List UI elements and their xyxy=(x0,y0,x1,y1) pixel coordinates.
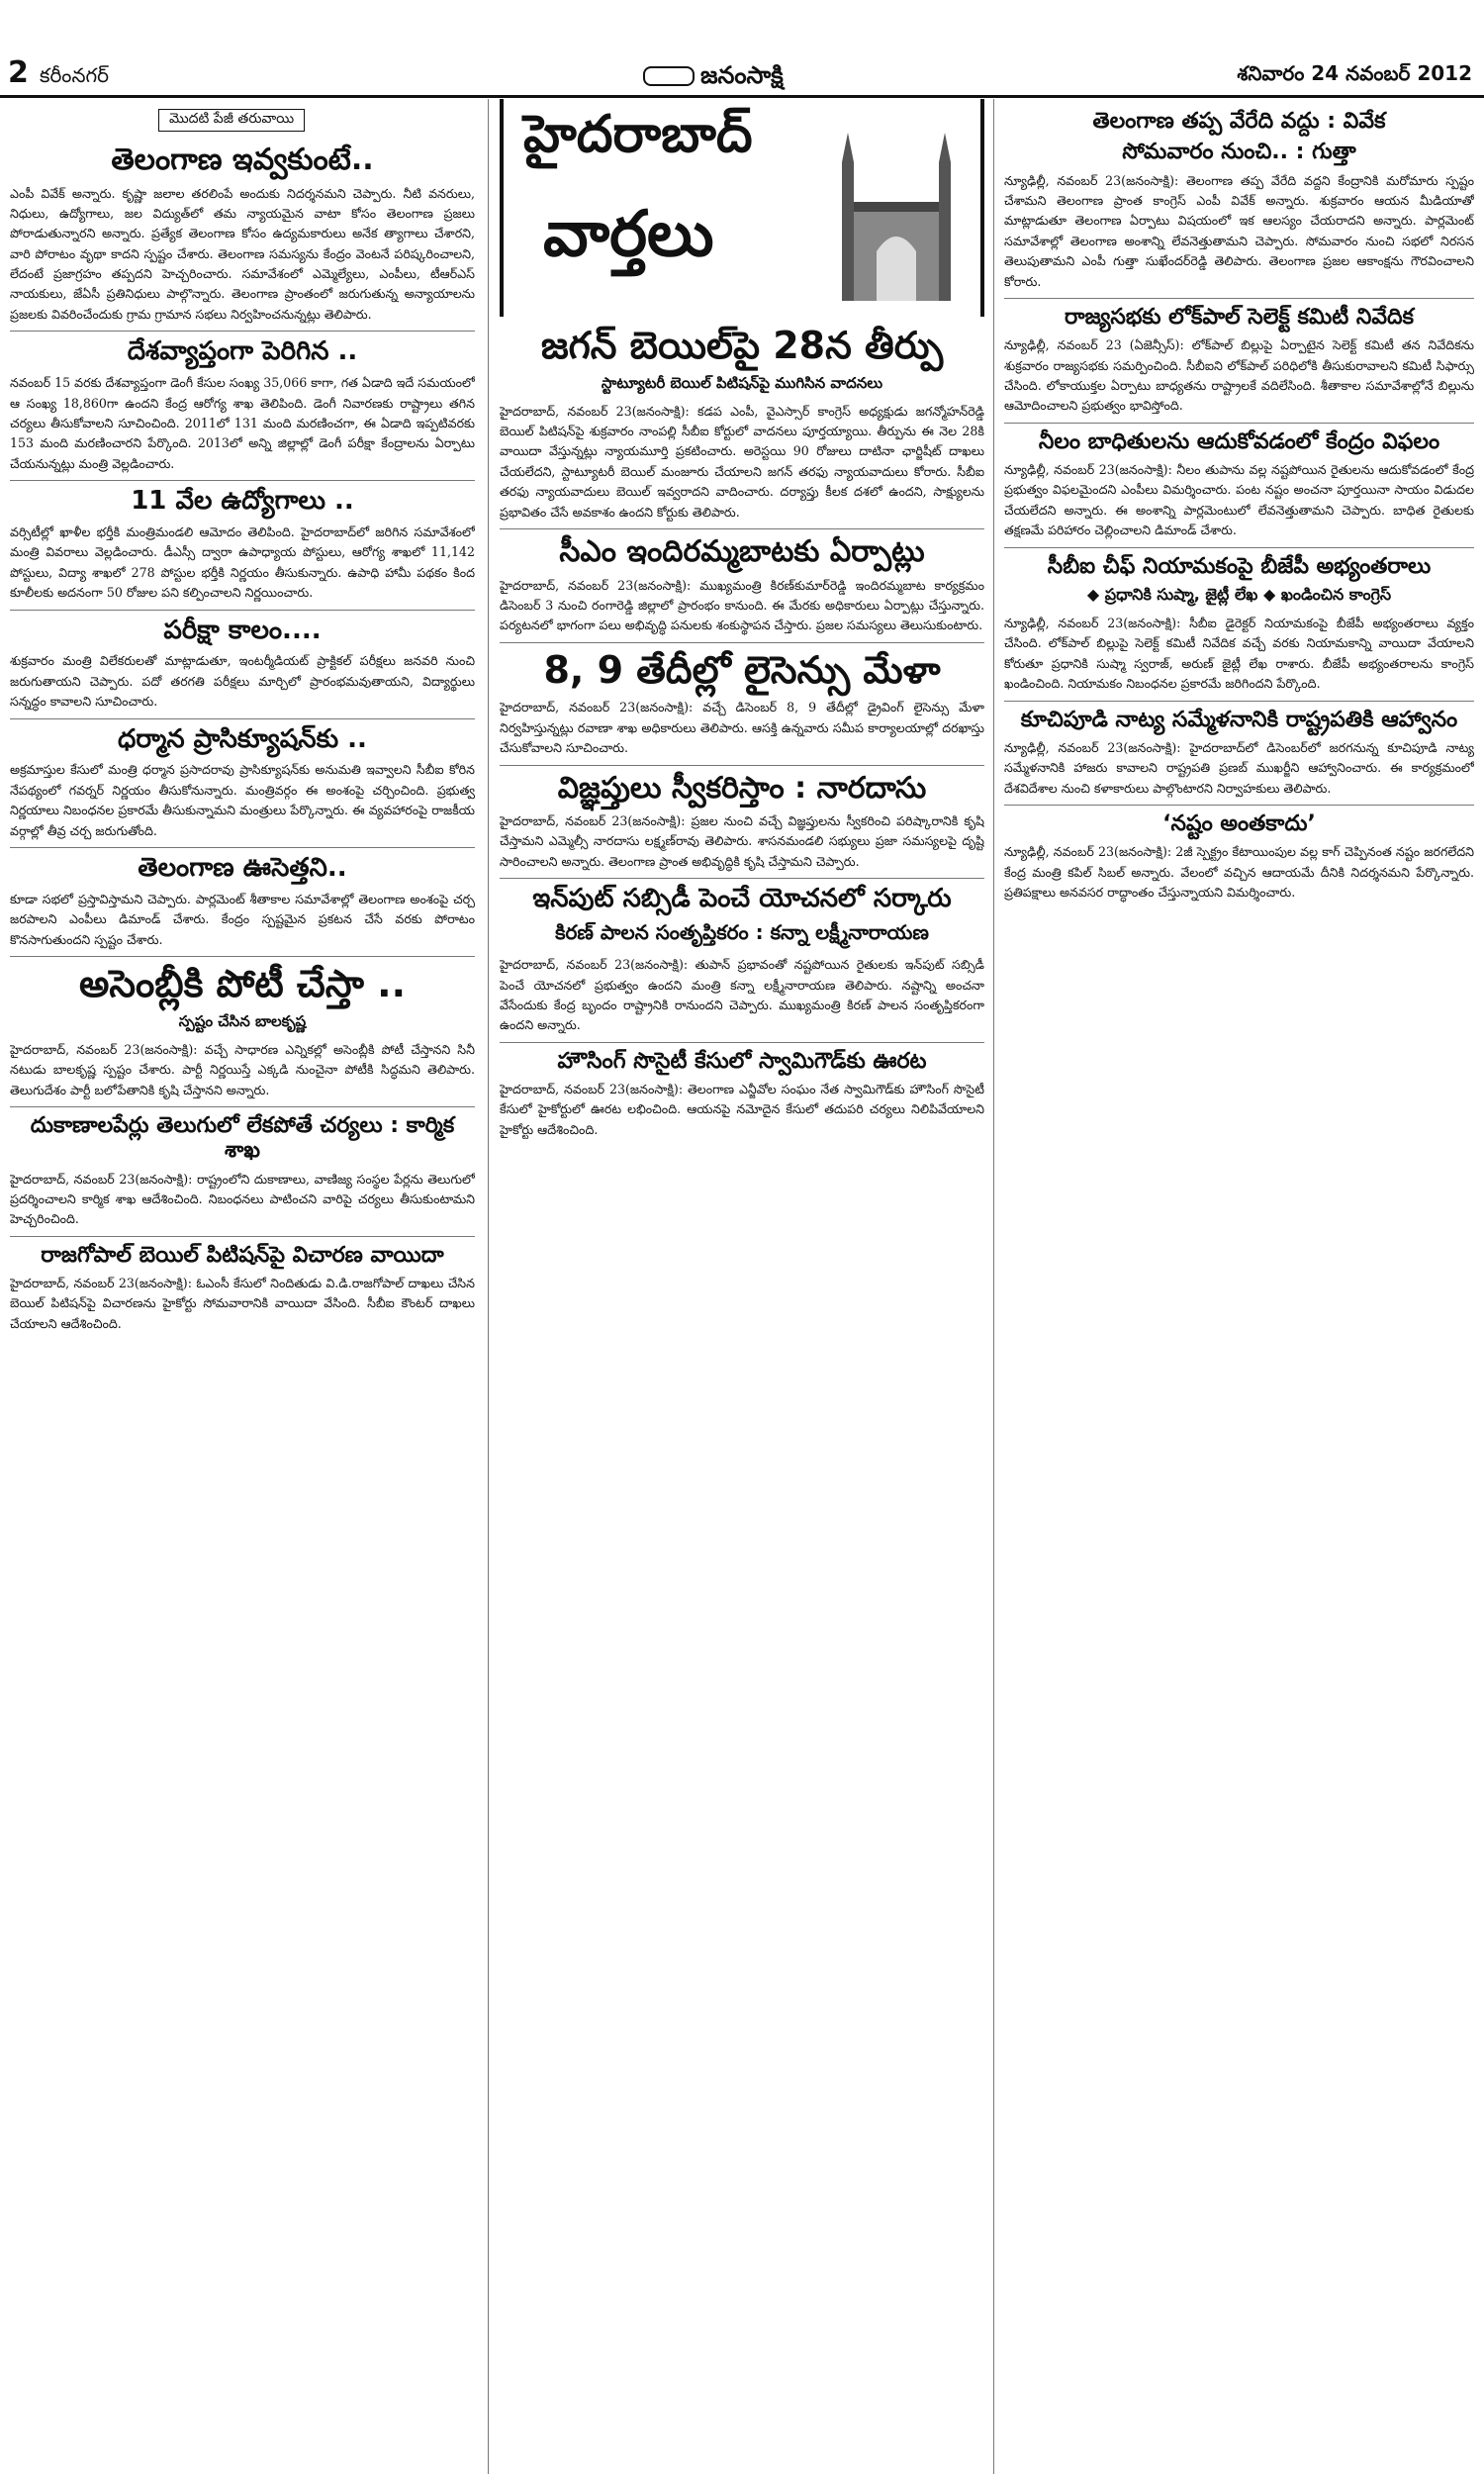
hyderabad-news-banner xyxy=(500,99,984,317)
article-headline: 8, 9 తేదీల్లో లైసెన్సు మేళా xyxy=(543,647,941,692)
article-body: న్యూఢిల్లీ, నవంబర్ 23(జనంసాక్షి): నీలం తుపాను వల్ల నష్టపోయిన రైతులను ఆదుకోవడంలో కేంద్ర ప్రభుత్వం విఫలమైందని ఎంపీలు విమర్శించారు. పంట నష్టం అంచనా పూర్తయినా సాయం విడుదల చేయలేదని అన్నారు. ఈ అంశాన్ని పార్లమెంటులో లేవనెత్తుతామని చెప్పారు. బాధిత రైతులకు తక్షణమే పరిహారం చెల్లించాలని డిమాండ్ చేశారు. xyxy=(1004,462,1474,538)
article-body: శుక్రవారం మంత్రి విలేకరులతో మాట్లాడుతూ, ఇంటర్మీడియట్ ప్రాక్టికల్ పరీక్షలు జనవరి నుంచి జరుగుతాయని చెప్పారు. పదో తరగతి పరీక్షలు మార్చిలో ప్రారంభమవుతాయని, విద్యార్థులు సన్నద్ధం కావాలని సూచించారు. xyxy=(10,653,475,710)
article-body: హైదరాబాద్, నవంబర్ 23(జనంసాక్షి): ముఖ్యమంత్రి కిరణ్‌కుమార్‌రెడ్డి ఇందిరమ్మబాట కార్యక్రమం డిసెంబర్ 3 నుంచి రంగారెడ్డి జిల్లాలో ప్రారంభం కానుంది. ఈ మేరకు అధికారులు ఏర్పాట్లు చేస్తున్నారు. పర్యటనలో భాగంగా పలు అభివృద్ధి పనులకు శంకుస్థాపన చేస్తారు. ప్రజల సమస్యలు తెలుసుకుంటారు. xyxy=(500,577,984,633)
article-headline: దుకాణాలపేర్లు తెలుగులో లేకపోతే చర్యలు : కార్మిక శాఖ xyxy=(30,1112,455,1164)
article-body: న్యూఢిల్లీ, నవంబర్ 23(జనంసాక్షి): 2జీ స్పెక్ట్రం కేటాయింపుల వల్ల కాగ్ చెప్పినంత నష్టం జరగలేదని కేంద్ర మంత్రి కపిల్ సిబల్ అన్నారు. వేలంలో వచ్చిన ఆదాయమే దీనికి నిదర్శనమని పేర్కొన్నారు. ప్రతిపక్షాలు అనవసర రాద్ధాంతం చేస్తున్నాయని విమర్శించారు. xyxy=(1004,844,1474,901)
divider xyxy=(10,480,475,481)
charminar-image xyxy=(832,123,961,301)
divider xyxy=(10,331,475,332)
article-headline: ధర్మాన ప్రాసిక్యూషన్‌కు .. xyxy=(118,723,367,754)
article-body: హైదరాబాద్, నవంబర్ 23(జనంసాక్షి): ప్రజల నుంచి వచ్చే విజ్ఞప్తులను స్వీకరించి పరిష్కారానికి కృషి చేస్తామని ఎమ్మెల్సీ నారదాసు లక్ష్మణ్‌రావు తెలిపారు. శాసనమండలి సభ్యులు ప్రజా సమస్యలపై దృష్టి సారించాలని అన్నారు. తెలంగాణ ప్రాంత అభివృద్ధికి కృషి చేస్తామని చెప్పారు. xyxy=(500,813,984,869)
article-headline: విజ్ఞప్తులు స్వీకరిస్తాం : నారదాసు xyxy=(557,770,927,806)
paper-logo xyxy=(643,61,784,95)
divider xyxy=(10,847,475,848)
article-headline: జగన్ బెయిల్‌పై 28న తీర్పు xyxy=(540,324,944,367)
divider xyxy=(1004,805,1474,806)
article-body: నవంబర్ 15 వరకు దేశవ్యాప్తంగా డెంగీ కేసుల సంఖ్య 35,066 కాగా, గత ఏడాది ఇదే సమయంలో ఆ సంఖ్య 18,860గా ఉందని కేంద్ర ఆరోగ్య శాఖ తెలిపింది. డెంగీ నివారణకు రాష్ట్రాలు తగిన చర్యలు తీసుకోవాలని సూచించింది. 2011లో 131 మంది మరణించగా, ఈ ఏడాది ఇప్పటివరకు 153 మంది మరణించారని పేర్కొంది. 2013లో అన్ని జిల్లాల్లో డెంగీ పరీక్షా కేంద్రాలను ఏర్పాటు చేయనున్నట్లు మంత్రి వెల్లడించారు. xyxy=(10,375,475,471)
banner-title: హైదరాబాద్ xyxy=(523,105,753,164)
article-headline: ‘నష్టం అంతకాదు’ xyxy=(1162,810,1316,836)
divider xyxy=(1004,547,1474,548)
divider xyxy=(10,1106,475,1107)
article-body: హైదరాబాద్, నవంబర్ 23(జనంసాక్షి): తెలంగాణ ఎన్జీవోల సంఘం నేత స్వామిగౌడ్‌కు హౌసింగ్ సొసైటీ కేసులో హైకోర్టులో ఊరట లభించింది. ఆయనపై నమోదైన కేసులో తదుపరి చర్యలు నిలిపివేయాలని హైకోర్టు ఆదేశించింది. xyxy=(500,1081,984,1137)
article-subheadline: కిరణ్ పాలన సంతృప్తికరం : కన్నా లక్ష్మీనారాయణ xyxy=(555,920,929,945)
article-headline: రాజ్యసభకు లోక్‌పాల్ సెలెక్ట్ కమిటీ నివేదిక xyxy=(1065,304,1414,330)
divider xyxy=(500,765,984,766)
article-body: వర్సిటీల్లో ఖాళీల భర్తీకి మంత్రిమండలి ఆమోదం తెలిపింది. హైదరాబాద్‌లో జరిగిన సమావేశంలో మంత్రి వివరాలు వెల్లడించారు. డీఎస్సీ ద్వారా ఉపాధ్యాయ పోస్టులు, ఆరోగ్య శాఖలో 11,142 పోస్టులు, విద్యా శాఖలో 278 పోస్టుల భర్తీకి నిర్ణయం తీసుకున్నారు. ఉపాధి హామీ పథకం కింద కూలీలకు అదనంగా 50 రోజుల పని కల్పించాలని నిర్ణయించారు. xyxy=(10,523,475,601)
continuation-tag: మొదటి పేజీ తరువాయి xyxy=(158,109,305,132)
paper-name: జనంసాక్షి xyxy=(700,61,784,89)
masthead xyxy=(0,0,1484,98)
logo-icon xyxy=(643,66,695,86)
divider xyxy=(1004,423,1474,424)
dateline: శనివారం 24 నవంబర్ 2012 xyxy=(1237,61,1472,85)
article-body: హైదరాబాద్, నవంబర్ 23(జనంసాక్షి): రాష్ట్రంలోని దుకాణాలు, వాణిజ్య సంస్థల పేర్లను తెలుగులో ప్రదర్శించాలని కార్మిక శాఖ ఆదేశించింది. నిబంధనలు పాటించని వారిపై చర్యలు తీసుకుంటామని హెచ్చరించింది. xyxy=(10,1171,475,1227)
column-divider xyxy=(488,99,489,2474)
article-body: హైదరాబాద్, నవంబర్ 23(జనంసాక్షి): వచ్చే సాధారణ ఎన్నికల్లో అసెంబ్లీకి పోటీ చేస్తానని సినీ నటుడు బాలకృష్ణ స్పష్టం చేశారు. పార్టీ నిర్ణయిస్తే ఎక్కడి నుంచైనా పోటీకి సిద్ధమని తెలిపారు. తెలుగుదేశం పార్టీ బలోపేతానికి కృషి చేస్తానని అన్నారు. xyxy=(10,1041,475,1097)
left-column xyxy=(10,99,475,2474)
article-body: న్యూఢిల్లీ, నవంబర్ 23 (ఏజెన్సీస్): లోక్‌పాల్ బిల్లుపై ఏర్పాటైన సెలెక్ట్ కమిటీ తన నివేదికను శుక్రవారం రాజ్యసభకు సమర్పించింది. సీబీఐని లోక్‌పాల్ పరిధిలోకి తీసుకురావాలని కమిటీ సిఫార్సు చేసింది. లోకాయుక్తల ఏర్పాటు బాధ్యతను రాష్ట్రాలకే వదిలేసింది. శీతాకాల సమావేశాల్లోనే బిల్లును ఆమోదించాలని ప్రభుత్వం భావిస్తోంది. xyxy=(1004,337,1474,414)
article-body: కూడా సభలో ప్రస్తావిస్తామని చెప్పారు. పార్లమెంట్ శీతాకాల సమావేశాల్లో తెలంగాణ అంశంపై చర్చ జరపాలని ఎంపీలు డిమాండ్ చేశారు. కేంద్రం స్పష్టమైన ప్రకటన చేసే వరకు పోరాటం కొనసాగుతుందని స్పష్టం చేశారు. xyxy=(10,891,475,947)
article-headline: తెలంగాణ ఊసెత్తని.. xyxy=(138,853,347,884)
article-headline: సీఎం ఇందిరమ్మబాటకు ఏర్పాట్లు xyxy=(559,534,925,570)
article-headline: నీలం బాధితులను ఆదుకోవడంలో కేంద్రం విఫలం xyxy=(1038,428,1440,454)
article-headline: సీబీఐ చీఫ్ నియామకంపై బీజేపీ అభ్యంతరాలు xyxy=(1047,553,1432,579)
article-body: న్యూఢిల్లీ, నవంబర్ 23(జనంసాక్షి): హైదరాబాద్‌లో డిసెంబర్‌లో జరగనున్న కూచిపూడి నాట్య సమ్మేళనానికి హాజరు కావాలని రాష్ట్రపతి ప్రణబ్ ముఖర్జీని ఆహ్వానించారు. ఈ కార్యక్రమంలో దేశవిదేశాల నుంచి కళాకారులు పాల్గొంటారని నిర్వాహకులు తెలిపారు. xyxy=(1004,739,1474,796)
divider xyxy=(500,878,984,879)
article-headline: రాజగోపాల్ బెయిల్ పిటిషన్‌పై విచారణ వాయిదా xyxy=(41,1242,444,1268)
article-headline: తెలంగాణ తప్ప వేరేది వద్దు : వివేక xyxy=(1092,109,1386,134)
article-body: హైదరాబాద్, నవంబర్ 23(జనంసాక్షి): తుపాన్ ప్రభావంతో నష్టపోయిన రైతులకు ఇన్‌పుట్ సబ్సిడీ పెంచే యోచనలో ప్రభుత్వం ఉందని మంత్రి కన్నా లక్ష్మీనారాయణ తెలిపారు. నష్టాన్ని అంచనా వేసేందుకు కేంద్ర బృందం రాష్ట్రానికి రానుందని చెప్పారు. ముఖ్యమంత్రి కిరణ్ పాలన సంతృప్తికరంగా ఉందని అన్నారు. xyxy=(500,957,984,1033)
right-column xyxy=(1004,99,1474,2474)
edition-name: కరీంనగర్ xyxy=(40,63,109,87)
divider xyxy=(10,610,475,611)
article-headline: ఇన్‌పుట్ సబ్సిడీ పెంచే యోచనలో సర్కారు xyxy=(532,884,952,914)
article-body: హైదరాబాద్, నవంబర్ 23(జనంసాక్షి): వచ్చే డిసెంబర్ 8, 9 తేదీల్లో డ్రైవింగ్ లైసెన్సు మేళా నిర్వహిస్తున్నట్లు రవాణా శాఖ అధికారులు తెలిపారు. ఆసక్తి ఉన్నవారు సమీప కార్యాలయాల్లో దరఖాస్తు చేసుకోవాలని సూచించారు. xyxy=(500,700,984,756)
column-divider xyxy=(993,99,994,2474)
divider xyxy=(10,956,475,957)
divider xyxy=(500,1042,984,1043)
divider xyxy=(10,718,475,719)
article-headline: పరీక్షా కాలం.... xyxy=(163,615,322,645)
article-headline: కూచిపూడి నాట్య సమ్మేళనానికి రాష్ట్రపతికి ఆహ్వానం xyxy=(1020,707,1458,732)
article-headline: తెలంగాణ ఇవ్వకుంటే.. xyxy=(111,143,374,177)
article-body: హైదరాబాద్, నవంబర్ 23(జనంసాక్షి): కడప ఎంపీ, వైఎస్సార్ కాంగ్రెస్ అధ్యక్షుడు జగన్మోహన్‌రెడ్డి బెయిల్ పిటిషన్‌పై శుక్రవారం నాంపల్లి సీబీఐ కోర్టులో వాదనలు పూర్తయ్యాయి. తీర్పును ఈ నెల 28కి వాయిదా వేస్తున్నట్లు న్యాయమూర్తి ప్రకటించారు. అరెస్టయి 90 రోజులు దాటినా ఛార్జిషీట్ దాఖలు చేయలేదని, స్టాట్యూటరీ బెయిల్ మంజూరు చేయాలని జగన్ తరఫు న్యాయవాదులు కోరారు. సీబీఐ తరఫు న్యాయవాదులు బెయిల్ ఇవ్వరాదని వాదించారు. దర్యాప్తు కీలక దశలో ఉందని, సాక్ష్యులను ప్రభావితం చేసే అవకాశం ఉందని కోర్టుకు తెలిపారు. xyxy=(500,403,984,520)
divider xyxy=(10,1236,475,1237)
article-bullets: ◆ ప్రధానికి సుష్మా, జైట్లీ లేఖ ◆ ఖండించిన కాంగ్రెస్ xyxy=(1086,584,1392,604)
divider xyxy=(1004,298,1474,299)
article-subheadline: సోమవారం నుంచి.. : గుత్తా xyxy=(1122,140,1356,165)
page-number: 2 xyxy=(8,55,29,90)
article-headline: 11 వేల ఉద్యోగాలు .. xyxy=(131,486,354,517)
article-body: ఎంపీ వివేక్ అన్నారు. కృష్ణా జలాల తరలింపే అందుకు నిదర్శనమని చెప్పారు. నీటి వనరులు, నిధులు, ఉద్యోగాలు, జల విద్యుత్‌లో తమ న్యాయమైన వాటా కోసం తెలంగాణ ప్రజలు పోరాడుతున్నారని అన్నారు. ప్రత్యేక తెలంగాణ కోసం ఉద్యమకారులు అనేక త్యాగాలు చేశారని, వారి పోరాటం వృథా కాదని స్పష్టం చేశారు. తెలంగాణ సమస్యను కేంద్రం వెంటనే పరిష్కరించాలని, లేదంటే ప్రజాగ్రహం తప్పదని హెచ్చరించారు. సమావేశంలో ఎమ్మెల్యేలు, ఎంపీలు, టీఆర్‌ఎస్ నాయకులు, జేఏసీ ప్రతినిధులు పాల్గొన్నారు. తెలంగాణ ప్రాంతంలో జరుగుతున్న అన్యాయాలను ప్రజలకు వివరించేందుకు గ్రామ గ్రామాన సభలు నిర్వహించనున్నట్లు తెలిపారు. xyxy=(10,185,475,322)
article-headline: దేశవ్యాప్తంగా పెరిగిన .. xyxy=(127,336,358,367)
article-subheadline: స్పష్టం చేసిన బాలకృష్ణ xyxy=(178,1011,307,1030)
article-body: అక్రమాస్తుల కేసులో మంత్రి ధర్మాన ప్రసాదరావు ప్రాసిక్యూషన్‌కు అనుమతి ఇవ్వాలని సీబీఐ కోరిన నేపథ్యంలో గవర్నర్ నిర్ణయం తీసుకోనున్నారు. మంత్రివర్గం ఈ అంశంపై చర్చించింది. ప్రభుత్వ నిర్ణయాలు నిబంధనల ప్రకారమే తీసుకున్నామని మంత్రులు పేర్కొన్నారు. ఈ వ్యవహారంపై రాజకీయ వర్గాల్లో తీవ్ర చర్చ జరుగుతోంది. xyxy=(10,762,475,838)
divider xyxy=(1004,701,1474,702)
middle-column xyxy=(500,99,984,2474)
divider xyxy=(500,528,984,529)
article-body: న్యూఢిల్లీ, నవంబర్ 23(జనంసాక్షి): తెలంగాణ తప్ప వేరేది వద్దని కేంద్రానికి మరోమారు స్పష్టం చేశామని తెలంగాణ ప్రాంత కాంగ్రెస్ ఎంపీ వివేక్ అన్నారు. శుక్రవారం ఆయన మీడియాతో మాట్లాడుతూ తెలంగాణ ఏర్పాటు విషయంలో ఇక ఆలస్యం చేయరాదని అన్నారు. పార్లమెంట్ సమావేశాల్లో తెలంగాణ అంశాన్ని లేవనెత్తుతామని చెప్పారు. సోమవారం నుంచి సభలో నిరసన తెలుపుతామని ఎంపీ గుత్తా సుఖేందర్‌రెడ్డి తెలిపారు. తెలంగాణ ప్రజల ఆకాంక్షను గౌరవించాలని కోరారు. xyxy=(1004,172,1474,289)
article-body: న్యూఢిల్లీ, నవంబర్ 23(జనంసాక్షి): సీబీఐ డైరెక్టర్ నియామకంపై బీజేపీ అభ్యంతరాలు వ్యక్తం చేసింది. లోక్‌పాల్ బిల్లుపై సెలెక్ట్ కమిటీ నివేదిక వచ్చే వరకు నియామకాన్ని వాయిదా వేయాలని కోరుతూ ప్రధానికి సుష్మా స్వరాజ్, అరుణ్ జైట్లీ లేఖ రాశారు. బీజేపీ అభ్యంతరాలను కాంగ్రెస్ ఖండించింది. నియామకం నిబంధనల ప్రకారమే జరిగిందని పేర్కొంది. xyxy=(1004,615,1474,692)
article-body: హైదరాబాద్, నవంబర్ 23(జనంసాక్షి): ఓఎంసీ కేసులో నిందితుడు వి.డి.రాజగోపాల్ దాఖలు చేసిన బెయిల్ పిటిషన్‌పై విచారణను హైకోర్టు సోమవారానికి వాయిదా వేసింది. సీబీఐ కౌంటర్ దాఖలు చేయాలని ఆదేశించింది. xyxy=(10,1276,475,1331)
article-subheadline: స్టాట్యూటరీ బెయిల్ పిటిషన్‌పై ముగిసిన వాదనలు xyxy=(601,373,883,392)
divider xyxy=(500,642,984,643)
article-headline: అసెంబ్లీకి పోటీ చేస్తా .. xyxy=(78,962,407,1006)
article-headline: హౌసింగ్ సొసైటీ కేసులో స్వామిగౌడ్‌కు ఊరట xyxy=(557,1048,927,1074)
banner-title: వార్తలు xyxy=(543,198,714,271)
